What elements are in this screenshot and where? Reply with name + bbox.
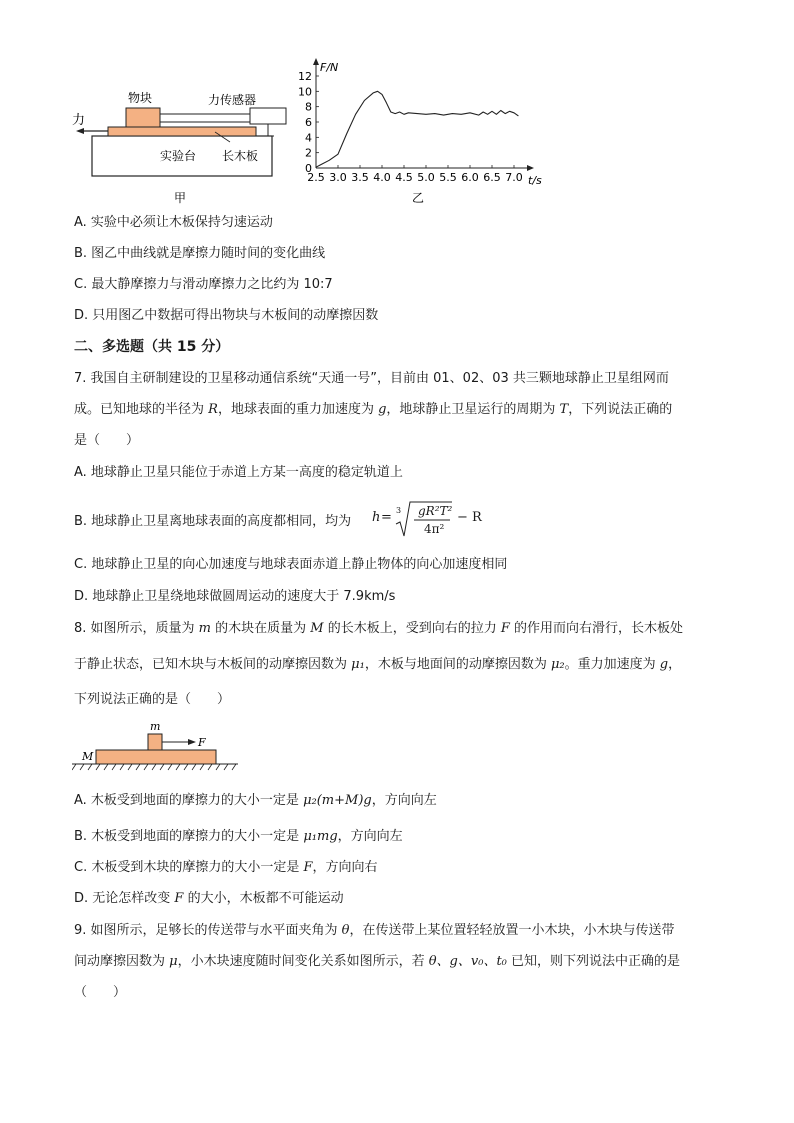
- fig-label-M: M: [82, 750, 94, 763]
- q7-b-denominator: 4π²: [424, 522, 445, 536]
- chart-x-tick-label: 6.0: [461, 171, 479, 184]
- q6-option-a[interactable]: A. 实验中必须让木板保持匀速运动: [74, 215, 273, 230]
- figure-jia: [60, 80, 300, 210]
- chart-x-tick-label: 5.5: [439, 171, 457, 184]
- chart-y-tick-label: 6: [305, 116, 312, 129]
- q9-stem-line3: （ ）: [74, 985, 127, 1000]
- q7-b-h: h: [372, 510, 381, 525]
- chart-y-tick-label: 12: [298, 70, 312, 83]
- chart-y-arrow: [313, 58, 319, 65]
- figure-yi-chart: [296, 54, 556, 210]
- chart-series-line: [316, 91, 518, 167]
- q6-option-b[interactable]: B. 图乙中曲线就是摩擦力随时间的变化曲线: [74, 246, 326, 261]
- label-force: 力: [72, 113, 86, 128]
- caption-jia: 甲: [174, 191, 187, 205]
- q7-option-c[interactable]: C. 地球静止卫星的向心加速度与地球表面赤道上静止物体的向心加速度相同: [74, 557, 508, 572]
- chart-x-tick-label: 4.0: [373, 171, 391, 184]
- chart-y-tick-label: 2: [305, 146, 312, 160]
- label-board: 长木板: [222, 149, 259, 163]
- q7-b-numerator: gR²T²: [418, 504, 453, 518]
- block-m: [148, 734, 162, 750]
- q7-b-eq: =: [381, 510, 392, 525]
- chart-x-tick-label: 2.5: [307, 171, 325, 184]
- q7-b-root-index: 3: [396, 506, 402, 515]
- q8-option-c[interactable]: C. 木板受到木块的摩擦力的大小一定是 F，方向向右: [74, 860, 378, 875]
- fig-label-F: F: [198, 736, 206, 749]
- chart-x-tick-label: 5.0: [417, 171, 435, 184]
- label-block: 物块: [128, 91, 153, 105]
- chart-y-tick-label: 10: [298, 85, 312, 99]
- q8-stem-line2: 于静止状态，已知木块与木板间的动摩擦因数为 μ₁，木板与地面间的动摩擦因数为 μ₂。重力加速度为 g，: [74, 657, 682, 672]
- label-sensor: 力传感器: [208, 93, 257, 107]
- q7-option-b[interactable]: [74, 500, 534, 540]
- chart-xlabel: t/s: [528, 174, 542, 187]
- chart-y-tick-label: 8: [305, 100, 312, 114]
- q7-b-minus-r: − R: [457, 510, 482, 525]
- chart-x-tick-label: 3.0: [329, 171, 347, 184]
- section-title-multi-choice: 二、多选题（共 15 分）: [74, 339, 230, 355]
- long-board: [108, 127, 256, 136]
- fig-label-m: m: [150, 720, 161, 733]
- q8-figure: [72, 718, 248, 774]
- chart-x-tick-label: 7.0: [505, 171, 523, 184]
- q9-stem-line1: 9. 如图所示，足够长的传送带与水平面夹角为 θ，在传送带上某位置轻轻放置一小木块，小木块与传送带: [74, 923, 675, 938]
- q7-option-d[interactable]: D. 地球静止卫星绕地球做圆周运动的速度大于 7.9km/s: [74, 589, 396, 604]
- q6-option-c[interactable]: C. 最大静摩擦力与滑动摩擦力之比约为 10:7: [74, 277, 333, 292]
- q8-option-b[interactable]: B. 木板受到地面的摩擦力的大小一定是 μ₁mg，方向向左: [74, 829, 403, 844]
- q7-option-b-text: B. 地球静止卫星离地球表面的高度都相同，均为: [74, 514, 352, 529]
- q7-stem-line3: 是（ ）: [74, 433, 140, 448]
- q8-option-a[interactable]: A. 木板受到地面的摩擦力的大小一定是 μ₂(m+M)g，方向向左: [74, 793, 437, 808]
- q9-stem-line2: 间动摩擦因数为 μ，小木块速度随时间变化关系如图所示，若 θ、g、v₀、t₀ 已知，则下列说法中正确的是: [74, 954, 681, 969]
- q6-option-d[interactable]: D. 只用图乙中数据可得出物块与木板间的动摩擦因数: [74, 308, 379, 323]
- q8-stem-line3: 下列说法正确的是（ ）: [74, 692, 231, 707]
- force-sensor: [250, 108, 286, 124]
- chart-x-tick-label: 3.5: [351, 171, 369, 184]
- q7-option-a[interactable]: A. 地球静止卫星只能位于赤道上方某一高度的稳定轨道上: [74, 465, 403, 480]
- q7-stem-line1: 7. 我国自主研制建设的卫星移动通信系统“天通一号”，目前由 01、02、03 共三颗地球静止卫星组网而: [74, 371, 669, 386]
- chart-x-tick-label: 4.5: [395, 171, 413, 184]
- q8-option-d[interactable]: D. 无论怎样改变 F 的大小，木板都不可能运动: [74, 891, 344, 906]
- chart-y-tick-label: 4: [305, 131, 312, 145]
- chart-x-tick-label: 6.5: [483, 171, 501, 184]
- chart-x-arrow: [527, 165, 534, 171]
- label-table: 实验台: [160, 149, 197, 163]
- board-M: [96, 750, 216, 764]
- block: [126, 108, 160, 127]
- q8-stem-line1: 8. 如图所示，质量为 m 的木块在质量为 M 的长木板上，受到向右的拉力 F 的作用而向右滑行，长木板处: [74, 621, 684, 636]
- caption-yi: 乙: [412, 191, 425, 205]
- chart-y-tick-label: 0: [305, 162, 312, 175]
- q7-stem-line2: 成。已知地球的半径为 R，地球表面的重力加速度为 g，地球静止卫星运行的周期为 T，下列说法正确的: [74, 402, 673, 417]
- chart-ylabel: F/N: [320, 61, 339, 74]
